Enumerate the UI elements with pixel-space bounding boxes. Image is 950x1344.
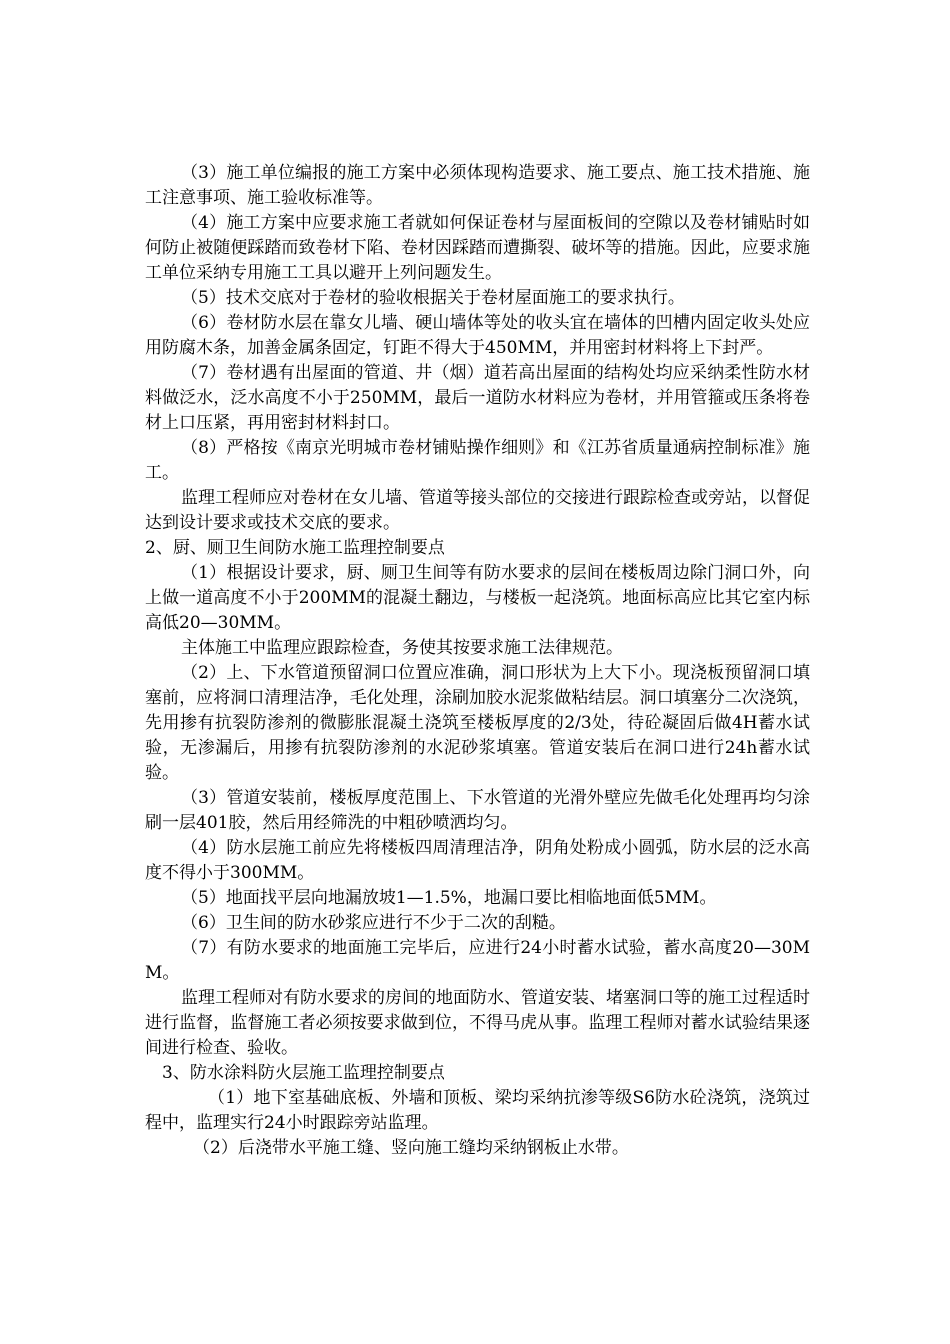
paragraph-7-flashing: （7）卷材遇有出屋面的管道、井（烟）道若高出屋面的结构处均应采纳柔性防水材料做泛水，泛水高度不小于250MM，最后一道防水材料应为卷材，并用管箍或压条将卷材上口压紧，再用密封材料封口。	[145, 363, 810, 433]
paragraph-6-membrane-termination: （6）卷材防水层在靠女儿墙、硬山墙体等处的收头宜在墙体的凹槽内固定收头处应用防腐木条，加善金属条固定，钉距不得大于450MM，并用密封材料将上下封严。	[145, 313, 810, 358]
paragraph-8-standards: （8）严格按《南京光明城市卷材铺贴操作细则》和《江苏省质量通病控制标准》施工。	[145, 438, 810, 483]
paragraph-5-technical-briefing: （5）技术交底对于卷材的验收根据关于卷材屋面施工的要求执行。	[181, 288, 685, 308]
paragraph-4-membrane-protection: （4）施工方案中应要求施工者就如何保证卷材与屋面板间的空隙以及卷材铺贴时如何防止被随便踩踏而致卷材下陷、卷材因踩踏而遭撕裂、破坏等的措施。因此，应要求施工单位采纳专用施工工具以避开上列问题发生。	[145, 213, 810, 283]
paragraph-1-basement-concrete: （1）地下室基础底板、外墙和顶板、梁均采纳抗渗等级S6防水砼浇筑，浇筑过程中，监理实行24小时跟踪旁站监理。	[145, 1088, 810, 1133]
paragraph-7-water-test: （7）有防水要求的地面施工完毕后，应进行24小时蓄水试验，蓄水高度20—30MM。	[145, 938, 810, 983]
paragraph-main-construction-check: 主体施工中监理应跟踪检查，务使其按要求施工法律规范。	[181, 638, 623, 658]
paragraph-6-mortar: （6）卫生间的防水砂浆应进行不少于二次的刮糙。	[181, 913, 566, 933]
paragraph-5-floor-slope: （5）地面找平层向地漏放坡1—1.5%，地漏口要比相临地面低5MM。	[181, 888, 717, 908]
paragraph-3-pipe-roughening: （3）管道安装前，楼板厚度范围上、下水管道的光滑外壁应先做毛化处理再均匀涂刷一层401胶，然后用经筛洗的中粗砂喷洒均匀。	[145, 788, 810, 833]
section-heading-3: 3、防水涂料防火层施工监理控制要点	[162, 1063, 445, 1083]
paragraph-supervisor-monitoring: 监理工程师对有防水要求的房间的地面防水、管道安装、堵塞洞口等的施工过程适时进行监督，监督施工者必须按要求做到位，不得马虎从事。监理工程师对蓄水试验结果逐间进行检查、验收。	[145, 988, 810, 1058]
document-page	[145, 161, 810, 1161]
paragraph-3-construction-plan: （3）施工单位编报的施工方案中必须体现构造要求、施工要点、施工技术措施、施工注意事项、施工验收标准等。	[145, 163, 810, 208]
section-heading-2: 2、厨、厕卫生间防水施工监理控制要点	[145, 538, 445, 558]
paragraph-4-waterproof-layer: （4）防水层施工前应先将楼板四周清理洁净，阴角处粉成小圆弧，防水层的泛水高度不得小于300MM。	[145, 838, 810, 883]
paragraph-2-waterstop: （2）后浇带水平施工缝、竖向施工缝均采纳钢板止水带。	[193, 1138, 629, 1158]
paragraph-supervisor-inspection: 监理工程师应对卷材在女儿墙、管道等接头部位的交接进行跟踪检查或旁站，以督促达到设计要求或技术交底的要求。	[145, 488, 810, 533]
paragraph-1-curb: （1）根据设计要求，厨、厕卫生间等有防水要求的层间在楼板周边除门洞口外，向上做一道高度不小于200MM的混凝土翻边，与楼板一起浇筑。地面标高应比其它室内标高低20—30MM。	[145, 563, 810, 633]
paragraph-2-pipe-openings: （2）上、下水管道预留洞口位置应准确，洞口形状为上大下小。现浇板预留洞口填塞前，应将洞口清理洁净，毛化处理，涂刷加胶水泥浆做粘结层。洞口填塞分二次浇筑，先用掺有抗裂防渗剂的微膨胀混凝土浇筑至楼板厚度的2/3处，待砼凝固后做4H蓄水试验，无渗漏后，用掺有抗裂防渗剂的水泥砂浆填塞。管道安装后在洞口进行24h蓄水试验。	[145, 663, 810, 783]
